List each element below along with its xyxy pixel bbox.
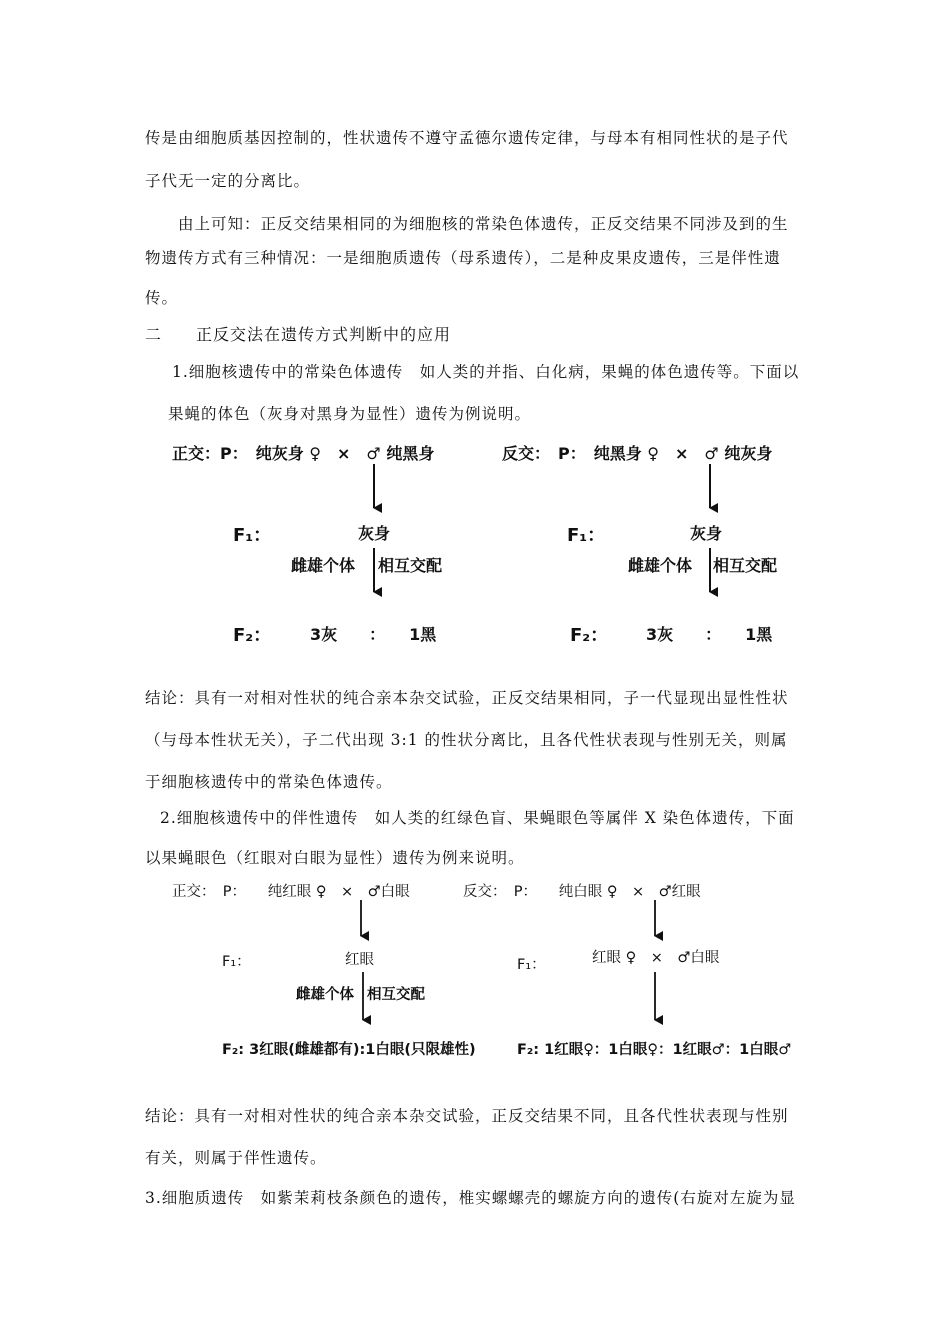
diagram2-cross-reverse: 反交： P： 纯白眼 ♀ × ♂红眼 xyxy=(463,884,701,900)
diagram1-cross-forward: 正交：P： 纯灰身 ♀ × ♂ 纯黑身 xyxy=(172,444,435,463)
paragraph-line: 果蝇的体色（灰身对黑身为显性）遗传为例说明。 xyxy=(168,405,532,423)
paragraph-line: 传是由细胞质基因控制的，性状遗传不遵守孟德尔遗传定律，与母本有相同性状的是子代 xyxy=(145,129,789,147)
diagram2-mating-a: 雌雄个体 xyxy=(296,987,354,1003)
paragraph-line: 有关，则属于伴性遗传。 xyxy=(145,1149,327,1167)
paragraph-line: 1.细胞核遗传中的常染色体遗传 如人类的并指、白化病，果蝇的体色遗传等。下面以 xyxy=(172,363,800,381)
diagram1-mating-left-a: 雌雄个体 xyxy=(291,556,356,575)
diagram1-f1-left: 灰身 xyxy=(358,524,391,543)
paragraph-line: （与母本性状无关），子二代出现 3:1 的性状分离比，且各代性状表现与性别无关，则属 xyxy=(145,731,788,749)
paragraph-line: 物遗传方式有三种情况：一是细胞质遗传（母系遗传），二是种皮果皮遗传，三是伴性遗 xyxy=(145,249,781,267)
section-heading: 二 正反交法在遗传方式判断中的应用 xyxy=(145,325,452,344)
paragraph-line: 结论：具有一对相对性状的纯合亲本杂交试验，正反交结果相同，子一代显现出显性性状 xyxy=(145,689,789,707)
diagram1-f2-label-left: F₂： xyxy=(233,625,272,646)
diagram1-f2-left: 3灰 ： 1黑 xyxy=(310,625,437,644)
diagram1-mating-right-b: 相互交配 xyxy=(713,556,778,575)
paragraph-line: 于细胞核遗传中的常染色体遗传。 xyxy=(145,773,393,791)
paragraph-line: 3.细胞质遗传 如紫茉莉枝条颜色的遗传，椎实螺螺壳的螺旋方向的遗传(右旋对左旋为显 xyxy=(145,1189,796,1207)
paragraph-line: 传。 xyxy=(145,289,179,307)
paragraph-line: 由上可知：正反交结果相同的为细胞核的常染色体遗传，正反交结果不同涉及到的生 xyxy=(178,215,789,233)
diagram2-f1-label-left: F₁： xyxy=(222,954,251,970)
diagram2-f2-right: F₂: 1红眼♀：1白眼♀：1红眼♂：1白眼♂ xyxy=(517,1042,792,1058)
diagram2-mating-b: 相互交配 xyxy=(367,987,425,1003)
paragraph-line: 结论：具有一对相对性状的纯合亲本杂交试验，正反交结果不同，且各代性状表现与性别 xyxy=(145,1107,789,1125)
paragraph-line: 子代无一定的分离比。 xyxy=(145,172,311,190)
diagram1-f1-right: 灰身 xyxy=(690,524,723,543)
diagram2-f1-right: 红眼 ♀ × ♂白眼 xyxy=(592,950,720,966)
diagram1-f2-label-right: F₂： xyxy=(570,625,609,646)
paragraph-line: 以果蝇眼色（红眼对白眼为显性）遗传为例来说明。 xyxy=(145,849,525,867)
diagram1-f2-right: 3灰 ： 1黑 xyxy=(646,625,773,644)
paragraph-line: 2.细胞核遗传中的伴性遗传 如人类的红绿色盲、果蝇眼色等属伴 X 染色体遗传，下面 xyxy=(160,809,795,827)
diagram2-cross-forward: 正交： P： 纯红眼 ♀ × ♂白眼 xyxy=(172,884,410,900)
diagram1-cross-reverse: 反交： P： 纯黑身 ♀ × ♂ 纯灰身 xyxy=(502,444,773,463)
diagram1-f1-label-right: F₁： xyxy=(567,525,606,546)
diagram2-f1-label-right: F₁： xyxy=(517,957,546,973)
diagram1-f1-label-left: F₁： xyxy=(233,525,272,546)
diagram1-mating-left-b: 相互交配 xyxy=(378,556,443,575)
diagram1-mating-right-a: 雌雄个体 xyxy=(628,556,693,575)
diagram2-f1-left: 红眼 xyxy=(345,952,374,968)
diagram2-f2-left: F₂: 3红眼(雌雄都有):1白眼(只限雄性) xyxy=(222,1042,476,1058)
